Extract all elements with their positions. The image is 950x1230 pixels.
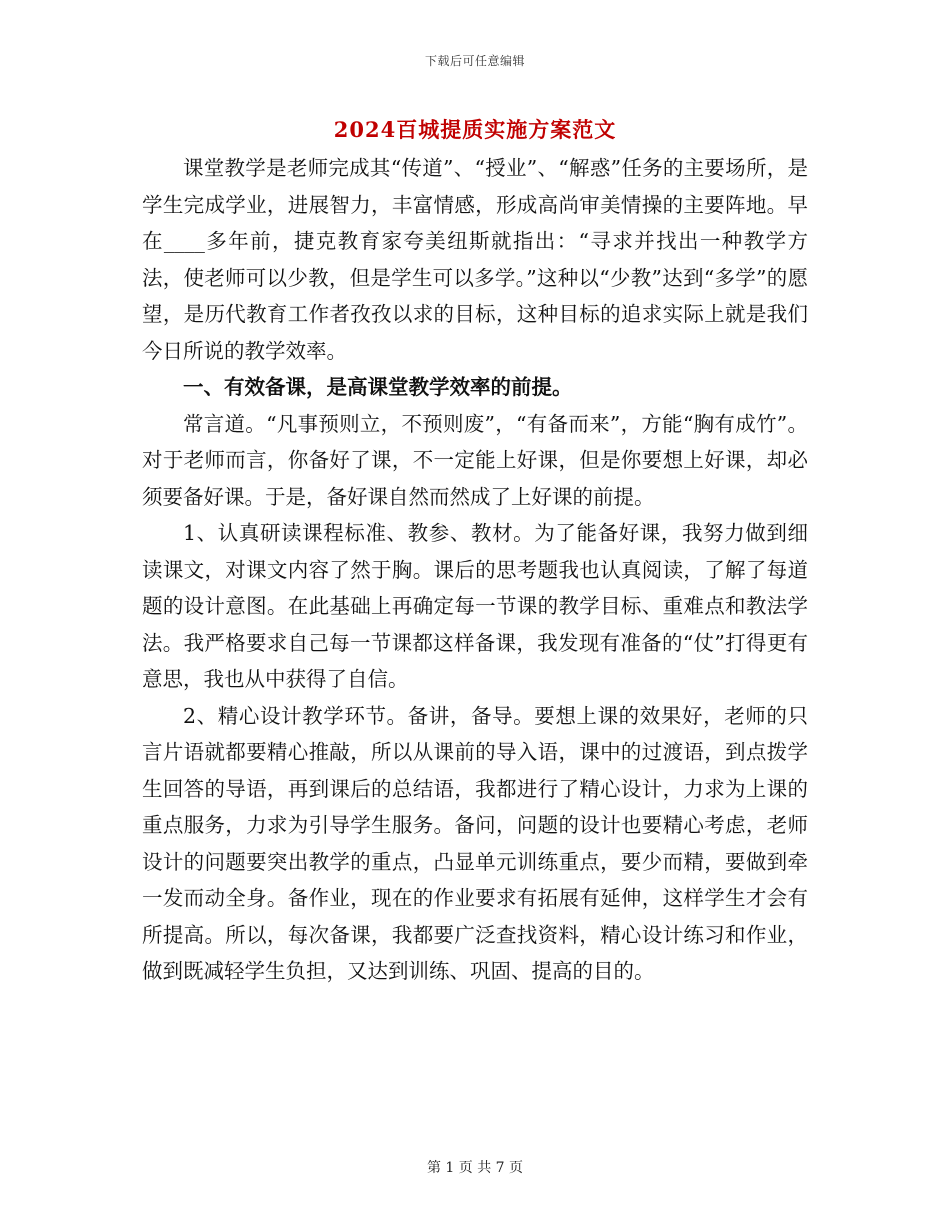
body-paragraph: 常言道。“凡事预则立，不预则废”，“有备而来”，方能“胸有成竹”。对于老师而言，你备好了课，不一定能上好课，但是你要想上好课，却必须要备好课。于是，备好课自然而然成了上好课的前提。 bbox=[142, 411, 808, 509]
section-heading: 一、有效备课，是高课堂教学效率的前提。 bbox=[183, 375, 573, 399]
list-item-1: 1、认真研读课程标准、教参、教材。为了能备好课，我努力做到细读课文，对课文内容了然于胸。课后的思考题我也认真阅读，了解了每道题的设计意图。在此基础上再确定每一节课的教学目标、重难点和教法学法。我严格要求自己每一节课都这样备课，我发现有准备的“仗”打得更有意思，我也从中获得了自信。 bbox=[142, 521, 808, 691]
document-title: 2024百城提质实施方案范文 bbox=[333, 117, 617, 142]
document-body bbox=[142, 150, 808, 990]
list-item-2: 2、精心设计教学环节。备讲，备导。要想上课的效果好，老师的只言片语就都要精心推敲，所以从课前的导入语，课中的过渡语，到点拨学生回答的导语，再到课后的总结语，我都进行了精心设计，力求为上课的重点服务，力求为引导学生服务。备问，问题的设计也要精心考虑，老师设计的问题要突出教学的重点，凸显单元训练重点，要少而精，要做到牵一发而动全身。备作业，现在的作业要求有拓展有延伸，这样学生才会有所提高。所以，每次备课，我都要广泛查找资料，精心设计练习和作业，做到既减轻学生负担，又达到训练、巩固、提高的目的。 bbox=[142, 703, 808, 983]
header-note: 下载后可任意编辑 bbox=[424, 54, 525, 68]
page-footer: 第 1 页 共 7 页 bbox=[426, 1160, 524, 1176]
intro-paragraph: 课堂教学是老师完成其“传道”、“授业”、“解惑”任务的主要场所，是学生完成学业，进展智力，丰富情感，形成高尚审美情操的主要阵地。早在____多年前，捷克教育家夸美纽斯就指出：“寻求并找出一种教学方法，使老师可以少教，但是学生可以多学。”这种以“少教”达到“多学”的愿望，是历代教育工作者孜孜以求的目标，这种目标的追求实际上就是我们今日所说的教学效率。 bbox=[142, 156, 808, 363]
